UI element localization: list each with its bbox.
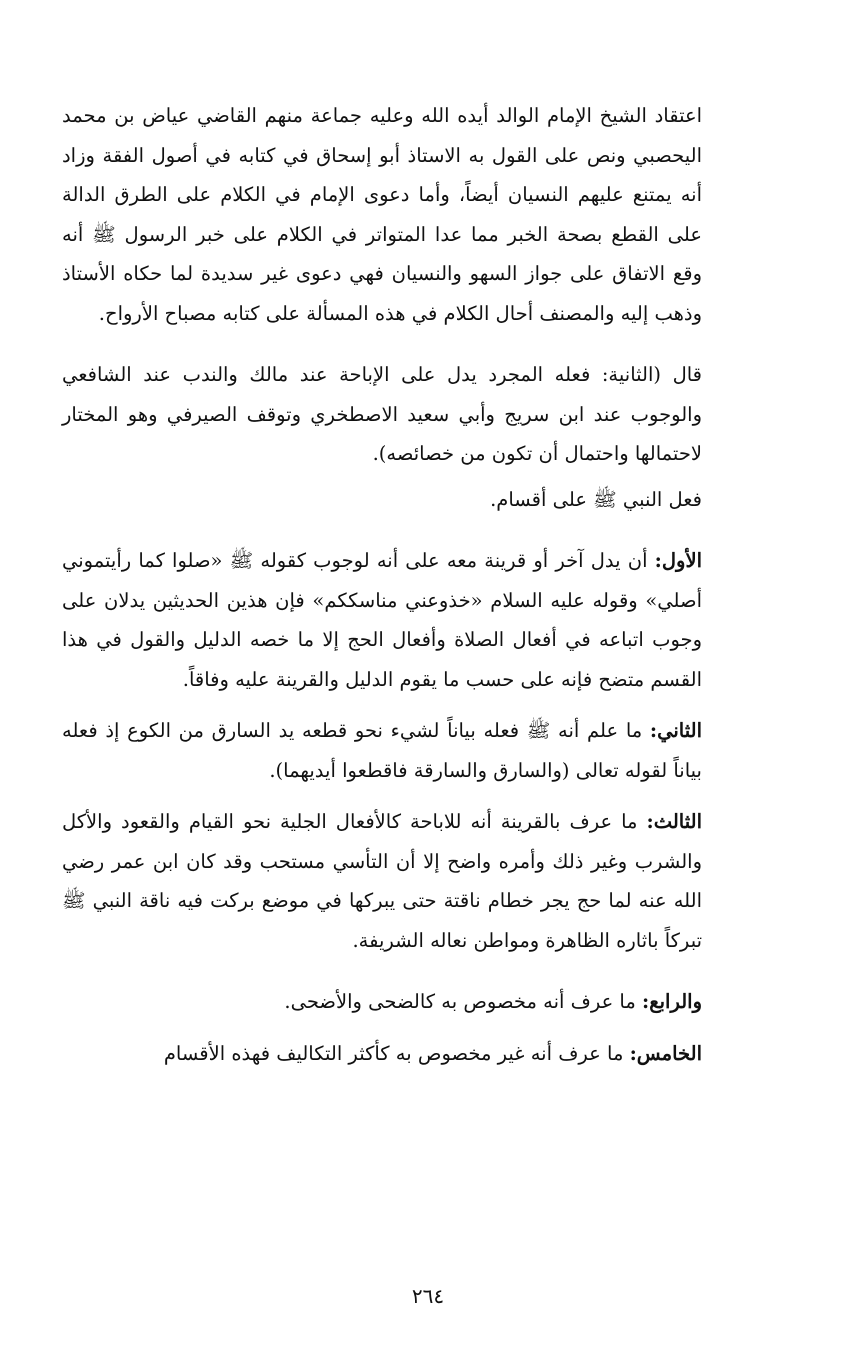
paragraph-fifth-type (62, 1034, 702, 1074)
paragraph-text: اعتقاد الشيخ الإمام الوالد أيده الله وعليه جماعة منهم القاضي عياض بن محمد اليحصبي ونص على القول به الاستاذ أبو إسحاق في كتابه في أصول الفقة وزاد أنه يمتنع عليهم النسيان أيضاً، وأما دعوى الإمام في الكلام على الطرق الدالة على القطع بصحة الخبر مما عدا المتواتر في الكلام على خبر الرسول ﷺ أنه وقع الاتفاق على جواز السهو والنسيان فهي دعوى غير سديدة لما حكاه الأستاذ وذهب إليه والمصنف أحال الكلام في هذه المسألة على كتابه مصباح الأرواح. (62, 104, 702, 325)
paragraph-text: أن يدل آخر أو قرينة معه على أنه لوجوب كقوله ﷺ «صلوا كما رأيتموني أصلي» وقوله عليه السلام «خذوعني مناسككم» فإن هذين الحديثين يدلان على وجوب اتباعه في أفعال الصلاة وأفعال الحج إلا ما خصه الدليل والقول في هذا القسم متضح فإنه على حسب ما يقوم الدليل والقرينة عليه وفاقاً. (62, 549, 702, 691)
paragraph-text: ما عرف بالقرينة أنه للاباحة كالأفعال الجلية نحو القيام والقعود والأكل والشرب وغير ذلك وأمره واضح إلا أن التأسي مستحب وقد كان ابن عمر رضي الله عنه لما حج يجر خطام ناقتة حتى يبركها في موضع بركت فيه ناقة النبي ﷺ تبركاً باثاره الظاهرة ومواطن نعاله الشريفة. (62, 810, 702, 952)
paragraph-text: فعل النبي ﷺ على أقسام. (490, 487, 702, 511)
paragraph-first-type (62, 541, 702, 699)
paragraph-lead: الثاني: (649, 719, 702, 742)
paragraph-lead: والرابع: (642, 990, 702, 1013)
paragraph-second-type (62, 711, 702, 790)
paragraph-text: ما علم أنه ﷺ فعله بياناً لشيء نحو قطعه يد السارق من الكوع إذ فعله بياناً لقوله تعالى (والسارق والسارقة فاقطعوا أيديهما). (62, 719, 702, 782)
paragraph-third-type (62, 802, 702, 960)
paragraph-second-issue (62, 355, 702, 474)
paragraph-action-types (62, 480, 702, 520)
paragraph-intro (62, 96, 702, 333)
paragraph-fourth-type (62, 982, 702, 1022)
paragraph-text: ما عرف أنه غير مخصوص به كأكثر التكاليف فهذه الأقسام (163, 1041, 630, 1065)
paragraph-text: ما عرف أنه مخصوص به كالضحى والأضحى. (284, 990, 643, 1013)
paragraph-lead: الأول: (654, 549, 702, 572)
paragraph-lead: الخامس: (629, 1041, 702, 1065)
page-body (62, 96, 702, 1073)
paragraph-lead: الثالث: (646, 810, 702, 833)
paragraph-text: قال (الثانية: فعله المجرد يدل على الإباحة عند مالك والندب عند الشافعي والوجوب عند ابن سريج وأبي سعيد الاصطخري وتوقف الصيرفي وهو المختار لاحتمالها واحتمال أن تكون من خصائصه). (62, 363, 702, 465)
page-number: ٢٦٤ (411, 1284, 445, 1308)
